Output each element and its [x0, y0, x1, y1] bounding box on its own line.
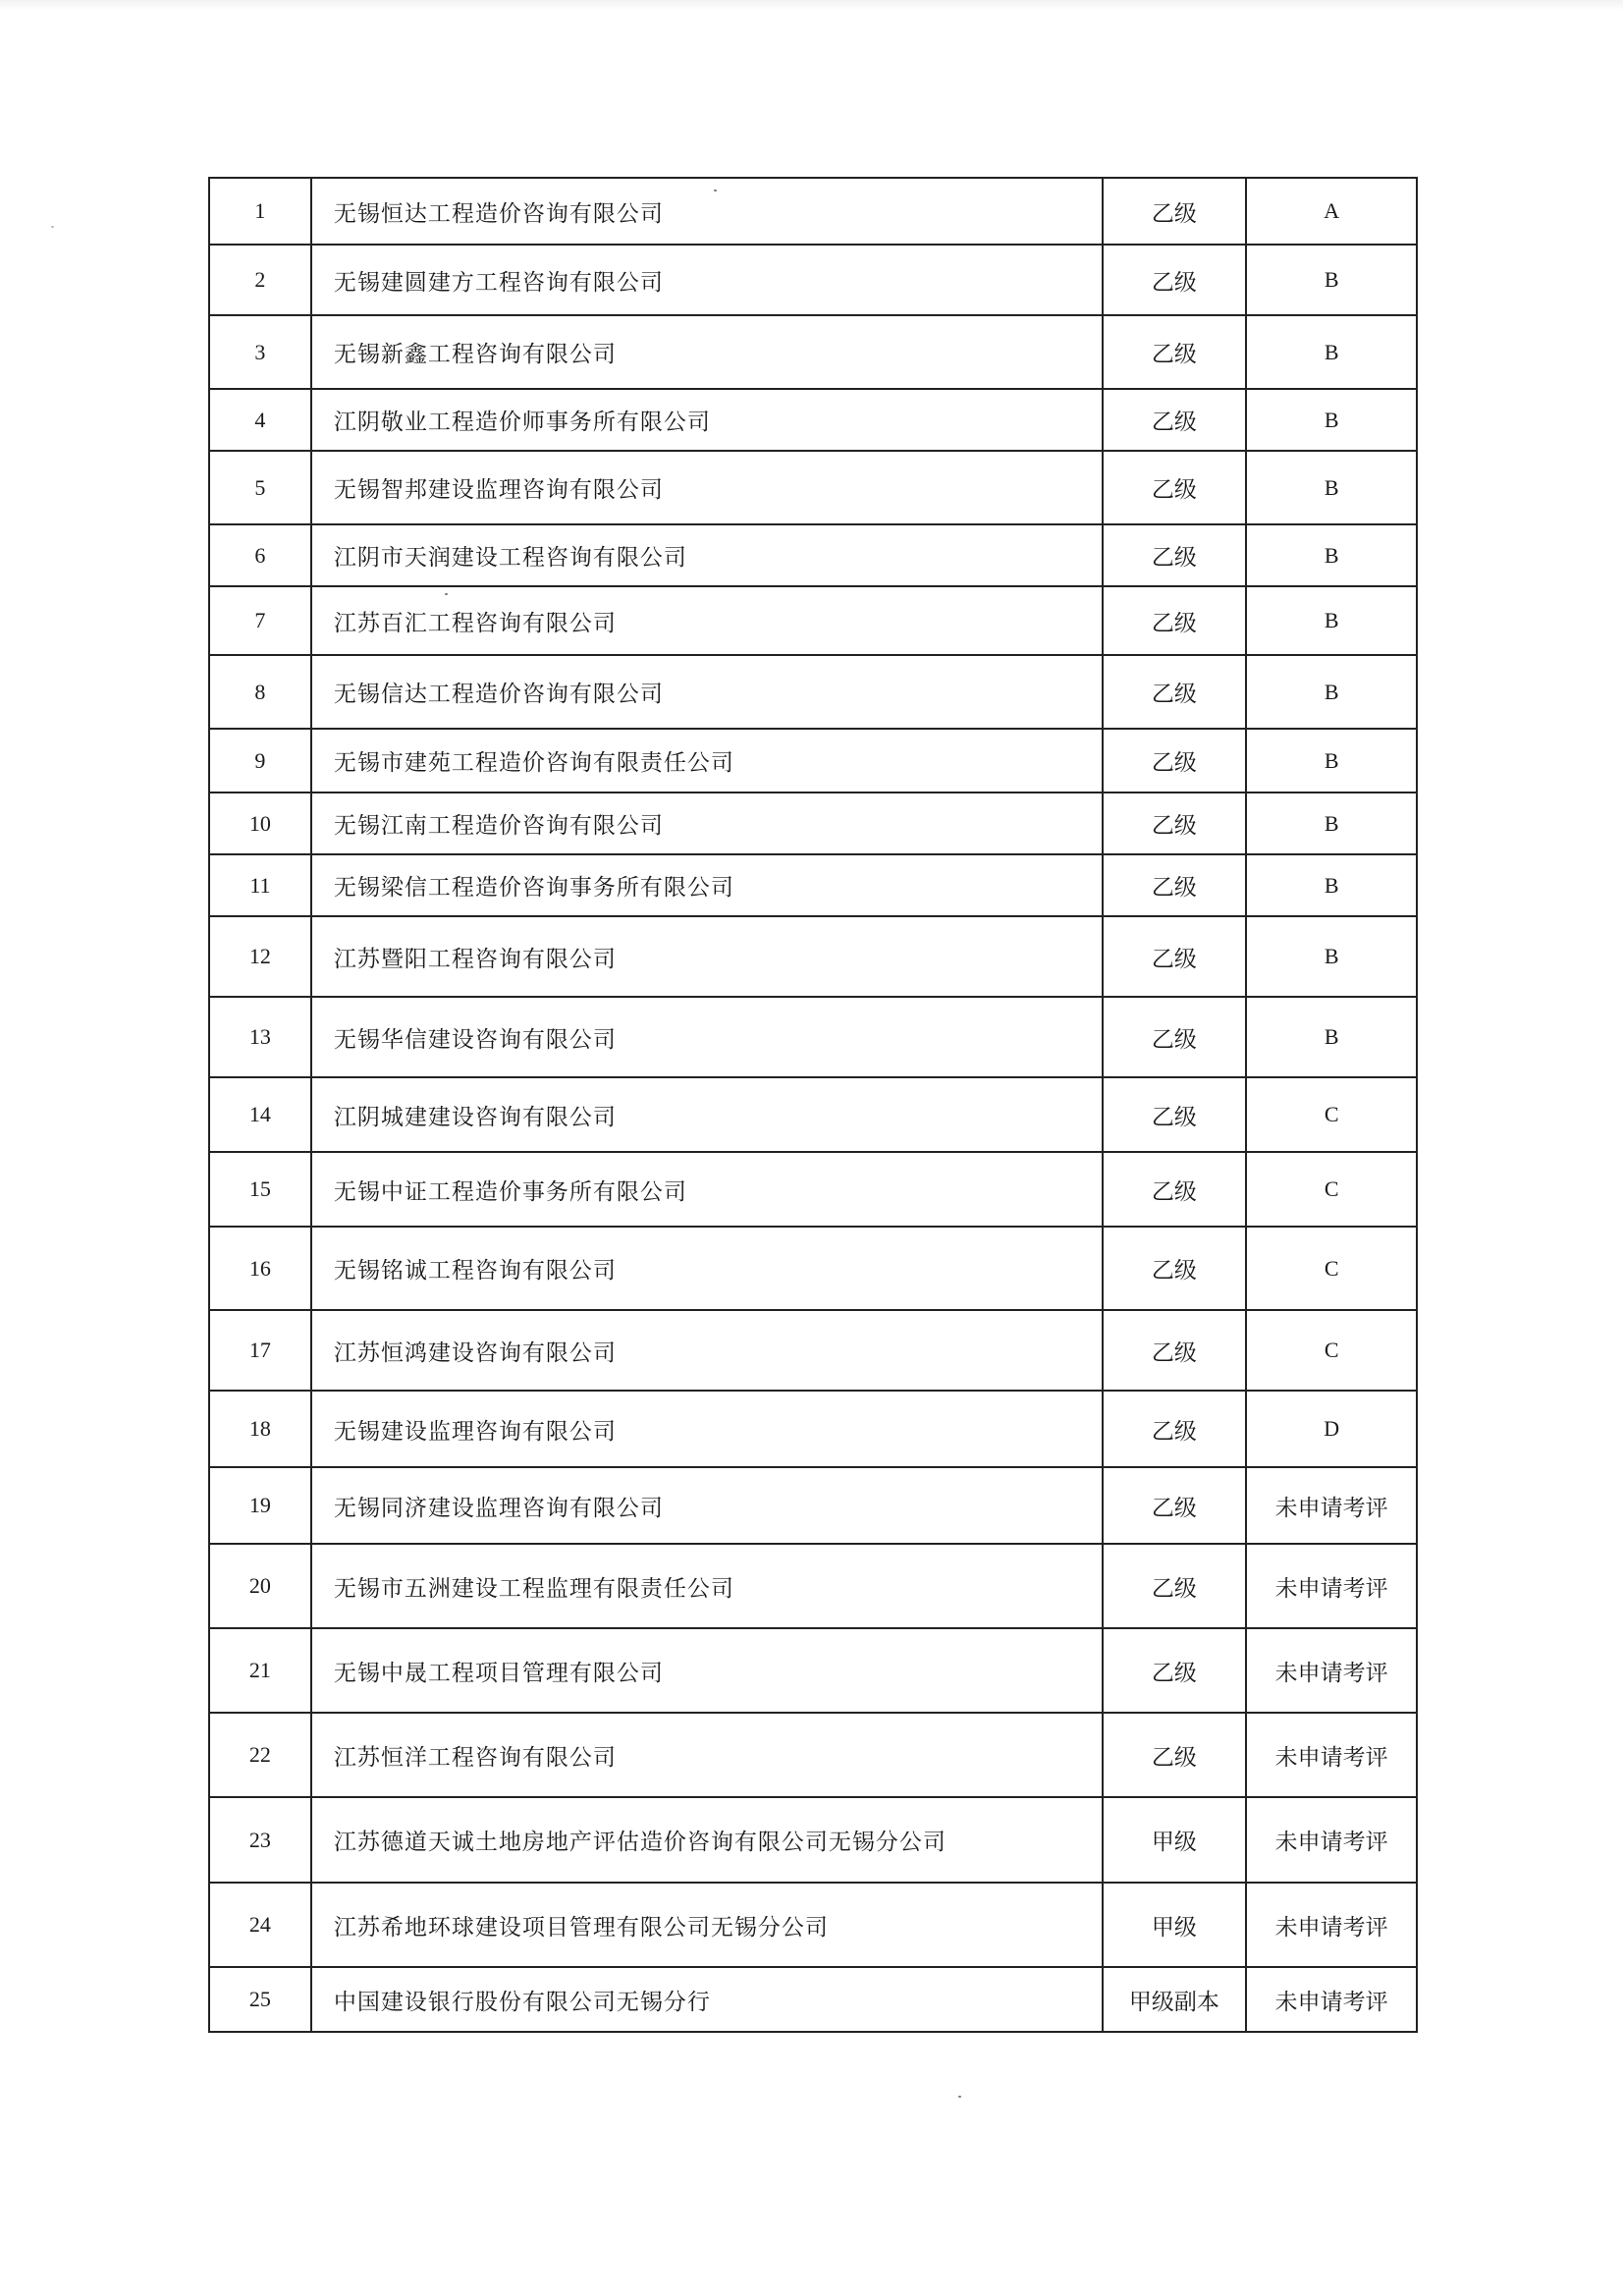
- table-row: [210, 587, 1418, 656]
- company-name: 无锡建圆建方工程咨询有限公司: [312, 246, 1104, 316]
- table-row: [210, 452, 1418, 525]
- qualification-level: 乙级: [1104, 246, 1248, 316]
- table-row: [210, 1153, 1418, 1228]
- evaluation-grade: B: [1247, 390, 1418, 452]
- row-number: 10: [210, 793, 312, 855]
- evaluation-grade: C: [1247, 1228, 1418, 1311]
- table-row: [210, 793, 1418, 855]
- row-number: 16: [210, 1228, 312, 1311]
- evaluation-grade: C: [1247, 1078, 1418, 1153]
- qualification-level: 甲级: [1104, 1798, 1248, 1884]
- qualification-level: 乙级: [1104, 917, 1248, 998]
- company-name: 江苏百汇工程咨询有限公司: [312, 587, 1104, 656]
- company-name: 无锡江南工程造价咨询有限公司: [312, 793, 1104, 855]
- evaluation-grade: B: [1247, 793, 1418, 855]
- evaluation-grade: B: [1247, 246, 1418, 316]
- evaluation-grade: B: [1247, 656, 1418, 730]
- table-row: [210, 998, 1418, 1078]
- row-number: 2: [210, 246, 312, 316]
- company-name: 无锡市五洲建设工程监理有限责任公司: [312, 1545, 1104, 1629]
- table-row: [210, 316, 1418, 390]
- company-name: 江苏恒洋工程咨询有限公司: [312, 1714, 1104, 1798]
- qualification-level: 乙级: [1104, 1545, 1248, 1629]
- evaluation-grade: 未申请考评: [1247, 1468, 1418, 1545]
- evaluation-grade: 未申请考评: [1247, 1968, 1418, 2033]
- row-number: 3: [210, 316, 312, 390]
- row-number: 11: [210, 855, 312, 917]
- company-name: 江阴市天润建设工程咨询有限公司: [312, 525, 1104, 587]
- row-number: 25: [210, 1968, 312, 2033]
- evaluation-grade: 未申请考评: [1247, 1714, 1418, 1798]
- company-name: 无锡铭诚工程咨询有限公司: [312, 1228, 1104, 1311]
- table-row: [210, 1884, 1418, 1968]
- qualification-level: 乙级: [1104, 793, 1248, 855]
- table-row: [210, 730, 1418, 793]
- row-number: 4: [210, 390, 312, 452]
- evaluation-grade: 未申请考评: [1247, 1798, 1418, 1884]
- qualification-level: 乙级: [1104, 730, 1248, 793]
- qualification-level: 乙级: [1104, 998, 1248, 1078]
- evaluation-grade: B: [1247, 525, 1418, 587]
- qualification-level: 乙级: [1104, 452, 1248, 525]
- table-row: [210, 1968, 1418, 2033]
- table-row: [210, 855, 1418, 917]
- scan-speck: [51, 226, 54, 228]
- qualification-level: 乙级: [1104, 1392, 1248, 1468]
- qualification-level: 乙级: [1104, 1311, 1248, 1392]
- table-row: [210, 1392, 1418, 1468]
- scan-speck: [958, 2096, 961, 2098]
- qualification-level: 乙级: [1104, 1714, 1248, 1798]
- evaluation-grade: A: [1247, 179, 1418, 246]
- table-row: [210, 525, 1418, 587]
- evaluation-grade: B: [1247, 998, 1418, 1078]
- row-number: 5: [210, 452, 312, 525]
- row-number: 23: [210, 1798, 312, 1884]
- row-number: 19: [210, 1468, 312, 1545]
- company-name: 江阴城建建设咨询有限公司: [312, 1078, 1104, 1153]
- table-row: [210, 1629, 1418, 1714]
- row-number: 15: [210, 1153, 312, 1228]
- qualification-level: 乙级: [1104, 1629, 1248, 1714]
- row-number: 18: [210, 1392, 312, 1468]
- qualification-level: 乙级: [1104, 1228, 1248, 1311]
- company-name: 无锡梁信工程造价咨询事务所有限公司: [312, 855, 1104, 917]
- qualification-level: 乙级: [1104, 179, 1248, 246]
- qualification-level: 乙级: [1104, 525, 1248, 587]
- qualification-table: [208, 177, 1418, 2033]
- table-row: [210, 1714, 1418, 1798]
- row-number: 13: [210, 998, 312, 1078]
- evaluation-grade: C: [1247, 1153, 1418, 1228]
- qualification-level: 乙级: [1104, 316, 1248, 390]
- table-row: [210, 656, 1418, 730]
- row-number: 7: [210, 587, 312, 656]
- company-name: 中国建设银行股份有限公司无锡分行: [312, 1968, 1104, 2033]
- company-name: 江苏德道天诚土地房地产评估造价咨询有限公司无锡分公司: [312, 1798, 1104, 1884]
- qualification-level: 乙级: [1104, 1078, 1248, 1153]
- row-number: 6: [210, 525, 312, 587]
- company-name: 无锡恒达工程造价咨询有限公司: [312, 179, 1104, 246]
- company-name: 江苏希地环球建设项目管理有限公司无锡分公司: [312, 1884, 1104, 1968]
- qualification-level: 乙级: [1104, 587, 1248, 656]
- scan-speck: [714, 190, 717, 191]
- company-name: 无锡新鑫工程咨询有限公司: [312, 316, 1104, 390]
- table-row: [210, 1228, 1418, 1311]
- qualification-level: 乙级: [1104, 656, 1248, 730]
- evaluation-grade: 未申请考评: [1247, 1884, 1418, 1968]
- table-row: [210, 917, 1418, 998]
- qualification-level: 甲级: [1104, 1884, 1248, 1968]
- evaluation-grade: C: [1247, 1311, 1418, 1392]
- evaluation-grade: B: [1247, 452, 1418, 525]
- evaluation-grade: 未申请考评: [1247, 1629, 1418, 1714]
- row-number: 22: [210, 1714, 312, 1798]
- company-name: 无锡同济建设监理咨询有限公司: [312, 1468, 1104, 1545]
- table-row: [210, 1468, 1418, 1545]
- table-row: [210, 179, 1418, 246]
- qualification-level: 乙级: [1104, 1153, 1248, 1228]
- table-row: [210, 246, 1418, 316]
- qualification-level: 乙级: [1104, 855, 1248, 917]
- company-name: 无锡智邦建设监理咨询有限公司: [312, 452, 1104, 525]
- company-name: 无锡中证工程造价事务所有限公司: [312, 1153, 1104, 1228]
- company-name: 无锡华信建设咨询有限公司: [312, 998, 1104, 1078]
- company-name: 江阴敬业工程造价师事务所有限公司: [312, 390, 1104, 452]
- evaluation-grade: B: [1247, 917, 1418, 998]
- company-name: 无锡中晟工程项目管理有限公司: [312, 1629, 1104, 1714]
- row-number: 20: [210, 1545, 312, 1629]
- row-number: 24: [210, 1884, 312, 1968]
- company-name: 无锡信达工程造价咨询有限公司: [312, 656, 1104, 730]
- row-number: 21: [210, 1629, 312, 1714]
- company-name: 江苏恒鸿建设咨询有限公司: [312, 1311, 1104, 1392]
- company-name: 无锡建设监理咨询有限公司: [312, 1392, 1104, 1468]
- qualification-level: 乙级: [1104, 1468, 1248, 1545]
- row-number: 8: [210, 656, 312, 730]
- evaluation-grade: B: [1247, 855, 1418, 917]
- table-row: [210, 1545, 1418, 1629]
- company-name: 江苏暨阳工程咨询有限公司: [312, 917, 1104, 998]
- table-row: [210, 1078, 1418, 1153]
- evaluation-grade: D: [1247, 1392, 1418, 1468]
- evaluation-grade: B: [1247, 587, 1418, 656]
- row-number: 1: [210, 179, 312, 246]
- row-number: 9: [210, 730, 312, 793]
- qualification-level: 乙级: [1104, 390, 1248, 452]
- table-row: [210, 1798, 1418, 1884]
- scan-edge: [0, 0, 1623, 10]
- company-name: 无锡市建苑工程造价咨询有限责任公司: [312, 730, 1104, 793]
- evaluation-grade: B: [1247, 316, 1418, 390]
- table-row: [210, 1311, 1418, 1392]
- row-number: 17: [210, 1311, 312, 1392]
- qualification-level: 甲级副本: [1104, 1968, 1248, 2033]
- row-number: 14: [210, 1078, 312, 1153]
- row-number: 12: [210, 917, 312, 998]
- table-row: [210, 390, 1418, 452]
- evaluation-grade: 未申请考评: [1247, 1545, 1418, 1629]
- evaluation-grade: B: [1247, 730, 1418, 793]
- scan-speck: [445, 593, 448, 595]
